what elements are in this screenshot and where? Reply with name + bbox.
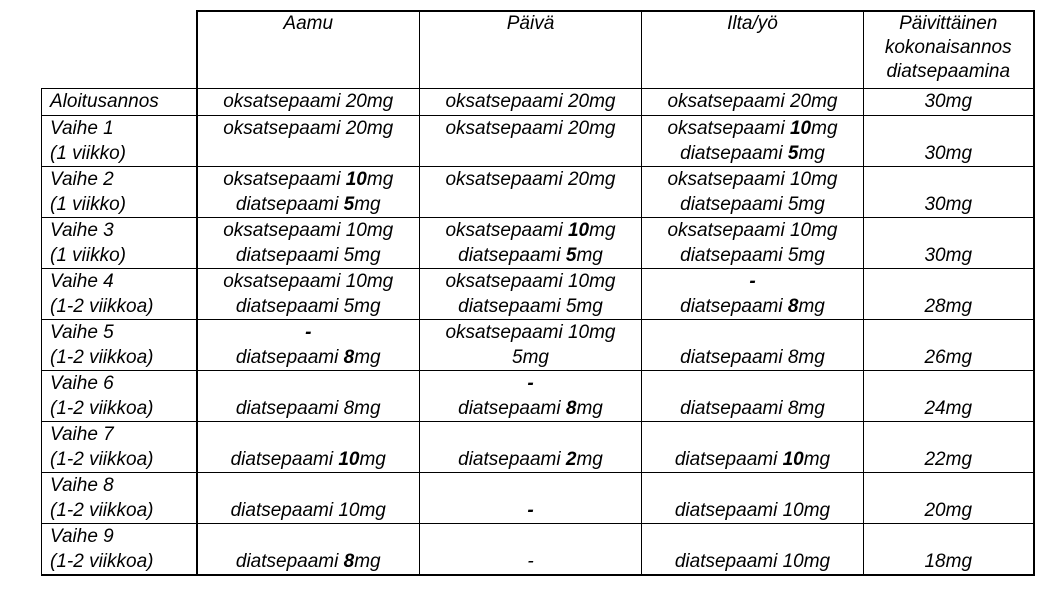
daily-total-value: 20mg [924,500,973,521]
header-paiva: Päivä [420,11,642,89]
dose-line: oksatsepaami 20mg [223,91,394,112]
dose-aamu [197,371,420,422]
dose-aamu [197,524,420,576]
row-label [42,269,197,320]
daily-total-value: 24mg [924,398,973,419]
dose-line: oksatsepaami 10mg [445,271,616,292]
dose-line: diatsepaami 8mg [235,398,381,419]
row-label-line: (1 viikko) [50,143,127,164]
daily-total [864,269,1034,320]
table-row [42,89,1034,116]
dose-aamu [197,116,420,167]
dose-line: - [305,322,312,343]
dose-line: oksatsepaami 10mg [445,220,616,241]
header-corner [42,11,197,89]
row-label-line: Aloitusannos [50,91,159,112]
daily-total [864,116,1034,167]
dose-line: diatsepaami 8mg [680,398,825,419]
dose-line: diatsepaami 5mg [680,143,825,164]
table-row [42,524,1034,576]
row-label-line: Vaihe 6 [50,373,114,394]
dose-line: oksatsepaami 20mg [667,91,838,112]
dose-line: - [527,500,534,521]
table-row [42,422,1034,473]
dose-line: diatsepaami 8mg [680,296,825,317]
table-row [42,371,1034,422]
table-row [42,269,1034,320]
daily-total [864,473,1034,524]
daily-total-value: 30mg [924,143,973,164]
row-label-line: (1-2 viikkoa) [50,347,154,368]
dose-line: diatsepaami 5mg [458,245,603,266]
dose-line: oksatsepaami 10mg [667,118,838,139]
dose-aamu [197,269,420,320]
dose-aamu [197,167,420,218]
header-aamu: Aamu [197,11,420,89]
row-label-line: (1-2 viikkoa) [50,449,154,470]
table-row [42,473,1034,524]
row-label-line: Vaihe 7 [50,424,114,445]
daily-total-value: 28mg [924,296,973,317]
dose-aamu [197,320,420,371]
row-label [42,89,197,116]
daily-total [864,422,1034,473]
dose-ilta [642,422,864,473]
dose-paiva [420,524,642,576]
daily-total-value: 30mg [924,245,973,266]
dose-line: diatsepaami 5mg [235,194,381,215]
row-label [42,167,197,218]
daily-total [864,167,1034,218]
row-label [42,116,197,167]
dose-line: - [749,271,756,292]
dose-line: diatsepaami 5mg [235,245,381,266]
row-label-line: (1-2 viikkoa) [50,551,154,572]
row-label [42,524,197,576]
dose-ilta [642,371,864,422]
dose-ilta [642,167,864,218]
dose-aamu [197,89,420,116]
dose-line: diatsepaami 8mg [235,551,381,572]
dose-ilta [642,320,864,371]
row-label-line: Vaihe 2 [50,169,114,190]
dose-line: diatsepaami 8mg [458,398,603,419]
dose-line: - [527,551,534,572]
dose-aamu [197,473,420,524]
dose-paiva [420,218,642,269]
header-row [42,11,1034,89]
header-total-line: kokonaisannos [884,37,1012,58]
row-label [42,218,197,269]
dose-ilta [642,89,864,116]
dose-line: diatsepaami 10mg [674,500,831,521]
header-total-line: Päivittäinen [899,13,998,34]
dose-line: diatsepaami 8mg [235,347,381,368]
dose-line: 5mg [512,347,549,368]
dose-paiva [420,116,642,167]
dose-ilta [642,269,864,320]
dose-paiva [420,320,642,371]
row-label [42,422,197,473]
row-label-line: Vaihe 5 [50,322,114,343]
dose-line: diatsepaami 5mg [458,296,603,317]
dose-line: diatsepaami 5mg [235,296,381,317]
header-total-line: diatsepaamina [886,61,1011,82]
dose-line: oksatsepaami 20mg [445,118,616,139]
row-label-line: (1-2 viikkoa) [50,296,154,317]
row-label [42,320,197,371]
daily-total-value: 22mg [924,449,973,470]
dose-line: oksatsepaami 10mg [223,169,394,190]
dose-line: diatsepaami 10mg [674,551,831,572]
daily-total [864,218,1034,269]
dose-line: oksatsepaami 10mg [223,271,394,292]
dose-line: oksatsepaami 20mg [445,91,616,112]
row-label-line: Vaihe 4 [50,271,114,292]
dose-line: oksatsepaami 10mg [667,169,838,190]
daily-total [864,371,1034,422]
table-row [42,116,1034,167]
dose-aamu [197,422,420,473]
dose-paiva [420,473,642,524]
daily-total [864,320,1034,371]
row-label-line: Vaihe 3 [50,220,114,241]
row-label-line: (1 viikko) [50,245,127,266]
dose-ilta [642,524,864,576]
dose-paiva [420,422,642,473]
row-label-line: (1-2 viikkoa) [50,398,154,419]
daily-total-value: 30mg [924,91,973,112]
dose-line: diatsepaami 5mg [680,245,825,266]
dose-paiva [420,89,642,116]
row-label-line: (1 viikko) [50,194,127,215]
daily-total [864,524,1034,576]
dose-paiva [420,167,642,218]
daily-total-value: 30mg [924,194,973,215]
row-label-line: Vaihe 1 [50,118,114,139]
dose-aamu [197,218,420,269]
header-total [864,11,1034,89]
row-label [42,371,197,422]
dosage-table [41,10,1035,576]
dose-ilta [642,473,864,524]
dose-line: oksatsepaami 10mg [223,220,394,241]
dose-line: diatsepaami 10mg [230,500,386,521]
dose-ilta [642,116,864,167]
row-label-line: (1-2 viikkoa) [50,500,154,521]
table-row [42,218,1034,269]
dose-line: diatsepaami 5mg [680,194,825,215]
dose-ilta [642,218,864,269]
row-label [42,473,197,524]
dose-line: oksatsepaami 10mg [667,220,838,241]
table-row [42,167,1034,218]
dose-line: - [527,373,534,394]
dose-line: diatsepaami 10mg [230,449,386,470]
dose-paiva [420,371,642,422]
daily-total-value: 26mg [924,347,973,368]
dose-line: diatsepaami 10mg [674,449,831,470]
dose-line: oksatsepaami 20mg [223,118,394,139]
daily-total [864,89,1034,116]
header-ilta: Ilta/yö [642,11,864,89]
table-row [42,320,1034,371]
daily-total-value: 18mg [924,551,973,572]
dose-line: oksatsepaami 10mg [445,322,616,343]
dose-paiva [420,269,642,320]
row-label-line: Vaihe 9 [50,526,114,547]
row-label-line: Vaihe 8 [50,475,114,496]
dose-line: diatsepaami 8mg [680,347,825,368]
dose-line: oksatsepaami 20mg [445,169,616,190]
dose-line: diatsepaami 2mg [458,449,603,470]
